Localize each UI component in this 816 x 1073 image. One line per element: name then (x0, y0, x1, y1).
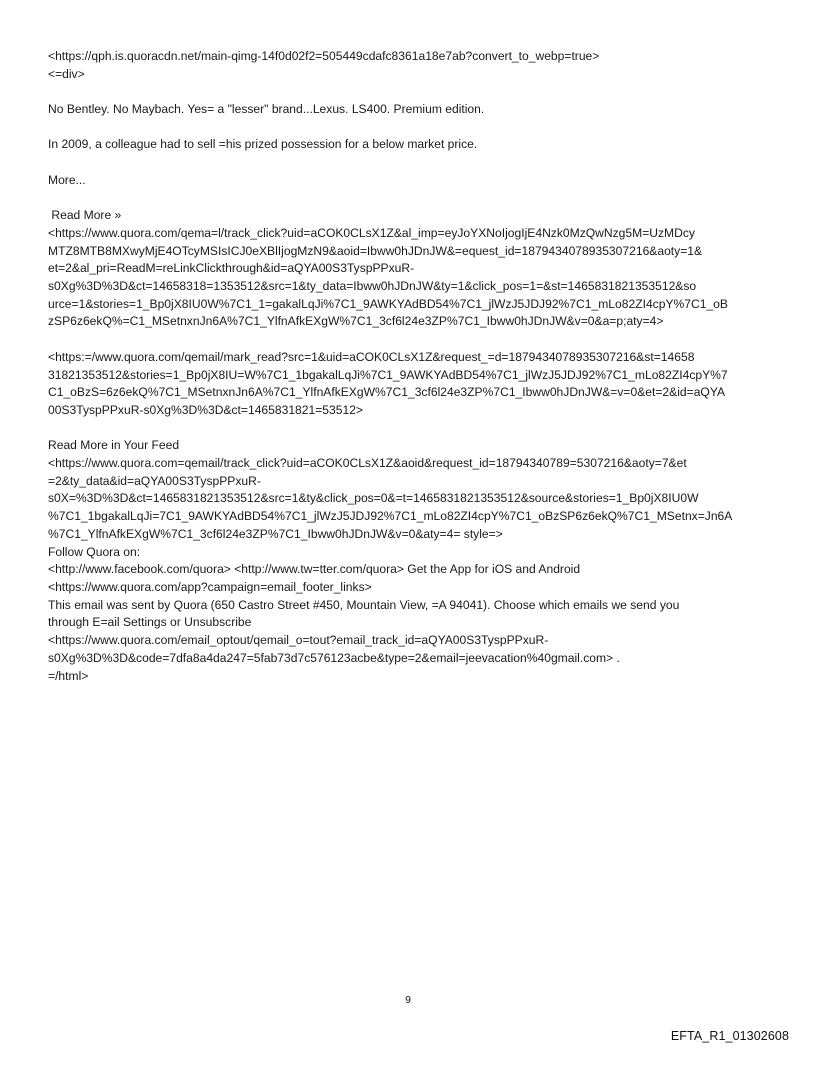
tracking-url-line: zSP6z6ekQ%=C1_MSetnxnJn6A%7C1_YlfnAfkEXgW%7C1_3cf6l24e3ZP%7C1_Ibww0hJDnJW&v=0&a=p;aty=4> (48, 314, 664, 329)
html-close-tag: =/html> (48, 668, 89, 683)
feed-url-line: <https://www.quora.com=qemail/track_click?uid=aCOK0CLsX1Z&aoid&request_id=18794340789=5307216&aoty=7&et (48, 456, 687, 471)
read-more-feed-link[interactable]: Read More in Your Feed (48, 438, 180, 453)
image-url-line: <https://qph.is.quoracdn.net/main-qimg-14f0d02f2=505449cdafc8361a18e7ab?convert_to_webp=true> (48, 49, 600, 63)
document-id: EFTA_R1_01302608 (670, 1029, 789, 1043)
feed-url-line: s0X=%3D%3D&ct=1465831821353512&src=1&ty&click_pos=0&=t=1465831821353512&source&stories=1_Bp0jX8IU0W (48, 491, 699, 506)
tracking-url-line: MTZ8MTB8MXwyMjE4OTcyMSIsICJ0eXBlIjogMzN9&aoid=Ibww0hJDnJW&=equest_id=1879434078935307216&aoty=1& (48, 243, 703, 258)
optout-url-line[interactable]: <https://www.quora.com/email_optout/qemail_o=tout?email_track_id=aQYA00S3TyspPPxuR- (48, 633, 549, 648)
footer-notice-line: through E=ail Settings or Unsubscribe (48, 615, 252, 630)
follow-quora-text: Follow Quora on: (48, 544, 141, 559)
email-body (48, 48, 773, 685)
answer-text-line: In 2009, a colleague had to sell =his prized possession for a below market price. (48, 137, 478, 152)
blank-line (48, 83, 773, 101)
blank-line (48, 154, 773, 172)
feed-url-line: %7C1_1bgakalLqJi=7C1_9AWKYAdBD54%7C1_jlWzJ5JDJ92%7C1_mLo82ZI4cpY%7C1_oBzSP6z6ekQ%7C1_MSetnx=Jn6A (48, 509, 733, 524)
answer-text-line: No Bentley. No Maybach. Yes= a "lesser" brand...Lexus. LS400. Premium edition. (48, 102, 485, 117)
blank-line (48, 190, 773, 208)
blank-line (48, 119, 773, 137)
mark-read-url-line: <https:=/www.quora.com/qemail/mark_read?src=1&uid=aCOK0CLsX1Z&request_=d=1879434078935307216&st=14658 (48, 349, 695, 364)
mark-read-url-line: 00S3TyspPPxuR-s0Xg%3D%3D&ct=1465831821=53512> (48, 402, 363, 417)
tracking-url-line: et=2&al_pri=ReadM=reLinkClickthrough&id=aQYA00S3TyspPPxuR- (48, 261, 415, 276)
optout-url-line[interactable]: s0Xg%3D%3D&code=7dfa8a4da247=5fab73d7c576123acbe&type=2&email=jeevacation%40gmail.com> . (48, 650, 620, 665)
div-close-tag: <=div> (48, 66, 85, 81)
footer-notice-line: This email was sent by Quora (650 Castro Street #450, Mountain View, =A 94041). Choose which emails we send you (48, 597, 680, 612)
blank-line (48, 331, 773, 349)
mark-read-url-line: 31821353512&stories=1_Bp0jX8IU=W%7C1_1bgakalLqJi%7C1_9AWKYAdBD54%7C1_jlWzJ5JDJ92%7C1_mLo82ZI4cpY%7 (48, 367, 728, 382)
blank-line (48, 420, 773, 438)
app-link-line[interactable]: <https://www.quora.com/app?campaign=email_footer_links> (48, 580, 372, 594)
feed-url-line: =2&ty_data&id=aQYA00S3TyspPPxuR- (48, 473, 261, 488)
tracking-url-line: urce=1&stories=1_Bp0jX8IU0W%7C1_1=gakalLqJi%7C1_9AWKYAdBD54%7C1_jlWzJ5JDJ92%7C1_mLo82ZI4cpY%7C1_oB (48, 296, 728, 311)
mark-read-url-line: C1_oBzS=6z6ekQ%7C1_MSetnxnJn6A%7C1_YlfnAfkEXgW%7C1_3cf6l24e3ZP%7C1_Ibww0hJDnJW&=v=0&et=2&id=aQYA (48, 385, 726, 400)
tracking-url-line: s0Xg%3D%3D&ct=14658318=1353512&src=1&ty_data=Ibww0hJDnJW&ty=1&click_pos=1=&st=1465831821353512&so (48, 279, 697, 294)
tracking-url-line: <https://www.quora.com/qema=l/track_click?uid=aCOK0CLsX1Z&al_imp=eyJoYXNoIjogIjE4Nzk0MzQwNzg5M=UzMDcy (48, 225, 695, 240)
more-text: More... (48, 172, 86, 187)
feed-url-line: %7C1_YlfnAfkEXgW%7C1_3cf6l24e3ZP%7C1_Ibww0hJDnJW&v=0&aty=4= style=> (48, 526, 503, 541)
page-number: 9 (405, 994, 411, 1006)
social-links-line[interactable]: <http://www.facebook.com/quora> <http://www.tw=tter.com/quora> Get the App for iOS and Android (48, 562, 581, 577)
read-more-link[interactable]: Read More » (48, 208, 122, 223)
